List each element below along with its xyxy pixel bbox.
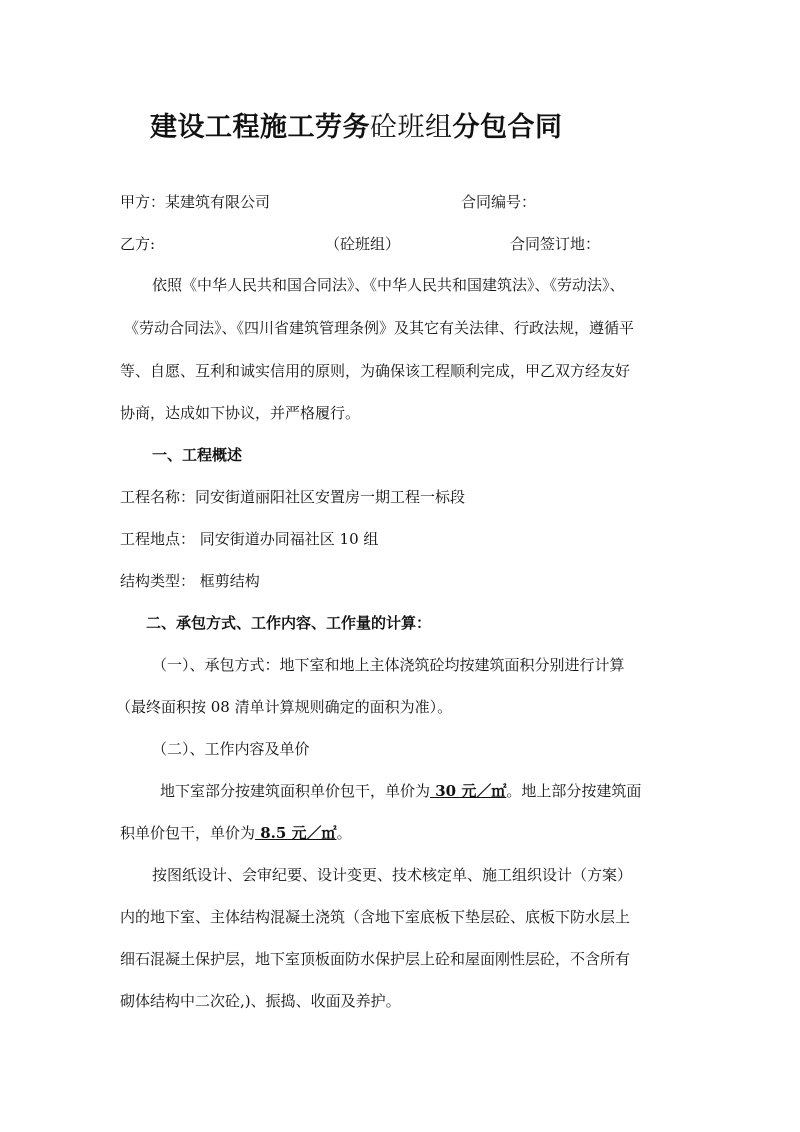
basement-unit-price: 30 元／㎡ xyxy=(430,782,507,800)
price-line-2-text: 积单价包干，单价为 xyxy=(120,824,256,842)
party-b-team: （砼班组） xyxy=(325,235,401,253)
aboveground-unit-price: 8.5 元／㎡ xyxy=(255,824,337,842)
subsection-1-line-1: （一）、承包方式：地下室和地上主体浇筑砼均按建筑面积分别进行计算 xyxy=(152,656,625,674)
signing-place-label: 合同签订地： xyxy=(510,235,601,253)
title-part-1: 建设工程施工劳务 xyxy=(150,112,370,143)
party-a: 甲方：某建筑有限公司 xyxy=(120,193,271,211)
scope-line-1: 按图纸设计、会审纪要、设计变更、技术核定单、施工组织设计（方案） xyxy=(152,866,633,884)
title-part-3: 分包合同 xyxy=(452,112,563,143)
intro-line-1: 依照《中华人民共和国合同法》、《中华人民共和国建筑法》、《劳动法》、 xyxy=(152,276,625,294)
section-1-heading: 一、工程概述 xyxy=(152,446,243,464)
title-part-2: 砼班组 xyxy=(370,112,453,143)
scope-line-4: 砌体结构中二次砼,)、振捣、收面及养护。 xyxy=(120,992,401,1010)
intro-line-2: 《劳动合同法》、《四川省建筑管理条例》及其它有关法律、行政法规，遵循平 xyxy=(124,319,635,337)
scope-line-3: 细石混凝土保护层，地下室顶板面防水保护层上砼和屋面刚性层砼，不含所有 xyxy=(120,950,631,968)
price-line-1-text: 地下室部分按建筑面积单价包干，单价为 xyxy=(160,782,431,800)
intro-line-3: 等、自愿、互利和诚实信用的原则，为确保该工程顺利完成，甲乙双方经友好 xyxy=(120,362,631,380)
project-location: 工程地点： 同安街道办同福社区 10 组 xyxy=(120,530,379,548)
subsection-1-line-2: （最终面积按 08 清单计算规则确定的面积为准）。 xyxy=(116,698,453,716)
price-line-1 xyxy=(160,781,641,801)
price-line-2-tail: 。 xyxy=(336,824,352,842)
price-line-2 xyxy=(120,823,352,843)
subsection-2-heading: （二）、工作内容及单价 xyxy=(152,740,310,758)
intro-line-4: 协商，达成如下协议，并严格履行。 xyxy=(120,404,361,422)
party-b: 乙方: xyxy=(120,235,156,253)
price-line-1-tail: 。地上部分按建筑面 xyxy=(506,782,642,800)
contract-number-label: 合同编号： xyxy=(461,193,537,211)
scope-line-2: 内的地下室、主体结构混凝土浇筑（含地下室底板下垫层砼、底板下防水层上 xyxy=(120,908,631,926)
document-title xyxy=(150,110,563,146)
section-2-heading: 二、承包方式、工作内容、工作量的计算： xyxy=(146,614,432,632)
project-name: 工程名称：同安街道丽阳社区安置房一期工程一标段 xyxy=(120,488,466,506)
structure-type: 结构类型： 框剪结构 xyxy=(120,572,260,590)
